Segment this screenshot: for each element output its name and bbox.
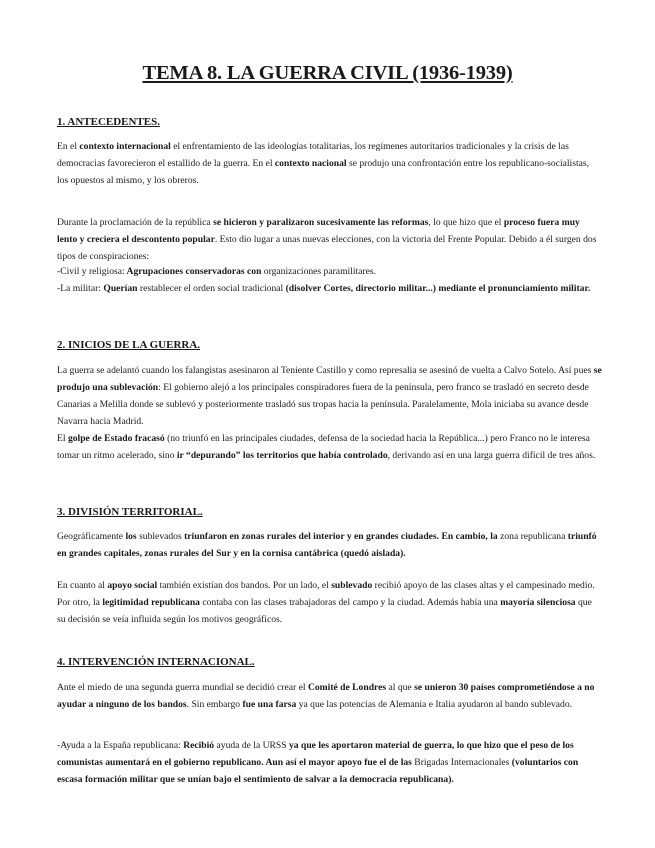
body-text: El (57, 433, 68, 444)
body-text: se produjo una confrontación entre los republicano-socialistas, los opuestos al mismo, y los obreros. (57, 158, 590, 187)
body-text: organizaciones paramilitares. (263, 266, 377, 277)
paragraph (57, 362, 602, 430)
paragraph (57, 280, 602, 297)
body-text: también existían dos bandos. Por un lado, el (157, 580, 332, 591)
body-text: Brigadas Internacionales (414, 757, 510, 769)
bold-text: fue una farsa (242, 699, 297, 711)
bold-text: ir “depurando” los territorios que había controlado (176, 450, 388, 462)
bold-text: contexto internacional (79, 141, 171, 152)
paragraph (57, 737, 602, 788)
bold-text: Agrupaciones conservadoras con (124, 266, 264, 277)
paragraph (57, 679, 602, 713)
bold-text: Querían (100, 283, 140, 294)
body-text: ya que las potencias de Alemania e Italia ayudaron al bando sublevado. (296, 699, 573, 711)
bold-text: legitimidad republicana (102, 597, 200, 609)
body-text: Geográficamente (57, 531, 124, 542)
body-text: contaba con las clases trabajadoras del campo y la ciudad. Además había una (199, 597, 501, 609)
paragraph (57, 577, 602, 628)
bold-text: mayoría silenciosa (500, 597, 576, 609)
body-text: . Sin embargo (186, 699, 243, 711)
section-heading-inicios: 2. INICIOS DE LA GUERRA. (57, 339, 201, 351)
bold-text: contexto nacional (274, 158, 347, 170)
page-title: TEMA 8. LA GUERRA CIVIL (1936-1939) (142, 62, 513, 84)
body-text: -La militar: (57, 283, 101, 294)
bold-text: (disolver Cortes, directorio militar...) mediante el pronunciamiento militar. (283, 283, 591, 294)
body-text: sublevados (139, 531, 182, 542)
body-text: Ante el miedo de una segunda guerra mundial se decidió crear el (57, 682, 308, 693)
bold-text: triunfaron en zonas rurales del interior y en grandes ciudades. En cambio, la (181, 531, 501, 542)
body-text: , lo que hizo que el (428, 217, 504, 228)
bold-text: apoyo social (107, 580, 158, 591)
body-text: Durante la proclamación de la república (57, 217, 214, 228)
body-text: restablecer el orden social tradicional (139, 283, 284, 294)
body-text: , derivando así en una larga guerra difícil de tres años. (387, 450, 596, 462)
body-text: -Ayuda a la España republicana: (57, 740, 181, 751)
paragraph (57, 138, 602, 189)
bold-text: se produjo una sublevación (57, 365, 602, 394)
bold-text: se unieron 30 países comprometiéndose a no ayudar a ninguno de los bandos (57, 682, 595, 711)
body-text: (no triunfó en las principales ciudades, defensa de la sociedad hacia la República...) pero Franco no le interesa tomar un ritmo acelerado, sino (57, 433, 590, 462)
section-heading-division: 3. DIVISIÓN TERRITORIAL. (57, 506, 203, 518)
paragraph (57, 263, 602, 280)
bold-text: ya que les aportaron material de guerra, lo que hizo que el peso de los comunistas aumentará en el gobierno republicano. Aun así el mayor apoyo fue el de las (57, 740, 574, 769)
body-text: que su decisión se veía influida según los motivos geográficos. (57, 597, 592, 626)
bold-text: golpe de Estado fracasó (67, 433, 165, 444)
bold-text: Recibió (180, 740, 217, 751)
bold-text: (voluntarios con escasa formación militar que se unían bajo el sentimiento de salvar a la democracia republicana). (57, 757, 579, 786)
body-text: zona republicana (500, 531, 566, 542)
paragraph (57, 430, 602, 464)
paragraph (57, 528, 602, 562)
bold-text: proceso fuera muy lento y creciera el descontento popular (57, 217, 580, 246)
body-text: . Esto dio lugar a unas nuevas elecciones, con la victoria del Frente Popular. Debido a él surgen dos tipos de conspiraciones: (57, 234, 597, 263)
body-text: En el (57, 141, 80, 152)
body-text: La guerra se adelantó cuando los falangistas asesinaron al Teniente Castillo y como represalia se asesinó de vuelta a Calvo Sotelo. Así pues (57, 365, 594, 376)
bold-text: Comité de Londres (307, 682, 387, 693)
paragraph (57, 214, 602, 265)
body-text: : El gobierno alejó a los principales conspiradores fuera de la península, pero franco se trasladó en secreto desde Canarias a Melilla donde se sublevó y posteriormente trasladó sus tropas hacia la península. Paralelamente, Mola iniciaba su avance desde Navarra hacia Madrid. (57, 382, 589, 428)
bold-text: se hicieron y paralizaron sucesivamente las reformas (213, 217, 429, 228)
section-heading-antecedentes: 1. ANTECEDENTES. (57, 116, 161, 128)
body-text: recibió apoyo de las clases altas y el campesinado medio. Por otro, la (57, 580, 595, 609)
body-text: En cuanto al (57, 580, 108, 591)
bold-text: triunfó en grandes capitales, zonas rurales del Sur y en la cornisa cantábrica (quedó aislada). (57, 531, 597, 560)
bold-text: sublevado (331, 580, 373, 591)
body-text: al que (386, 682, 415, 693)
body-text: ayuda de la URSS (216, 740, 287, 751)
section-heading-intervencion: 4. INTERVENCIÓN INTERNACIONAL. (57, 656, 255, 668)
body-text: -Civil y religiosa: (57, 266, 125, 277)
body-text: el enfrentamiento de las ideologías totalitarias, los regímenes autoritarios tradicionales y la crisis de las democracias favorecieron el estallido de la guerra. En el (57, 141, 569, 170)
bold-text: los (123, 531, 140, 542)
